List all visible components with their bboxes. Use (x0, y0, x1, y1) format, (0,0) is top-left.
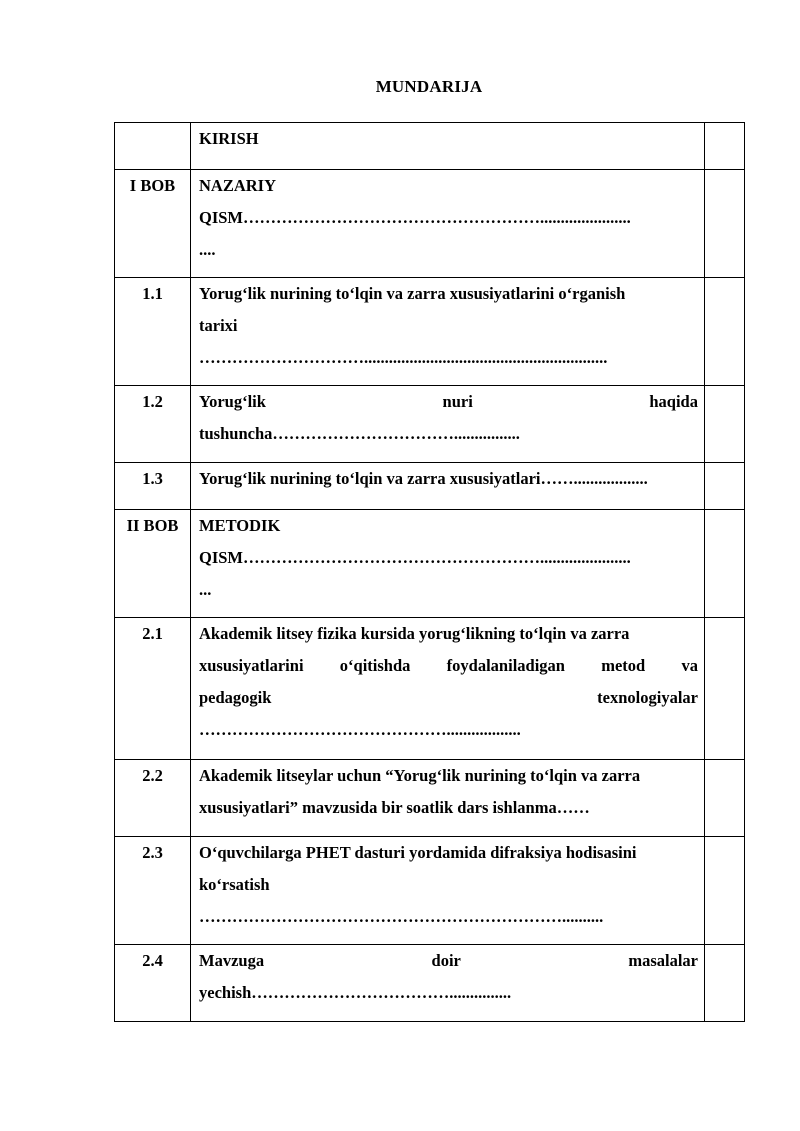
toc-section-title (191, 386, 705, 463)
page-title: MUNDARIJA (375, 77, 483, 96)
toc-section-title (191, 618, 705, 760)
toc-row (115, 386, 745, 463)
toc-section-title (191, 278, 705, 386)
toc-title-line: ………………………………………………………….......... (199, 907, 604, 926)
toc-section-title (191, 837, 705, 945)
toc-title-line: Akademik litseylar uchun “Yorug‘lik nurining to‘lqin va zarra (199, 766, 641, 785)
toc-title-line: QISM………………………………………………...................... (199, 548, 631, 567)
toc-title-line: ……………………………………….................. (199, 720, 521, 739)
toc-section-number: II BOB (115, 510, 191, 618)
toc-page-number (705, 463, 745, 510)
toc-section-number: 1.3 (115, 463, 191, 510)
toc-row (115, 945, 745, 1022)
toc-page-number (705, 386, 745, 463)
toc-row (115, 123, 745, 170)
toc-title-line: KIRISH (199, 129, 259, 148)
toc-row (115, 463, 745, 510)
toc-section-number: 2.4 (115, 945, 191, 1022)
table-of-contents (114, 122, 745, 1022)
toc-title-line: ko‘rsatish (199, 875, 270, 894)
toc-title-line: tarixi (199, 316, 238, 335)
toc-title-line: ... (199, 580, 212, 599)
toc-title-line: QISM………………………………………………...................... (199, 208, 631, 227)
toc-section-title (191, 510, 705, 618)
toc-section-title (191, 945, 705, 1022)
toc-section-number: 2.2 (115, 760, 191, 837)
toc-page-number (705, 278, 745, 386)
toc-page-number (705, 123, 745, 170)
toc-title-line: xususiyatlarini o‘qitishda foydalaniladigan metod va (199, 656, 698, 675)
toc-row (115, 170, 745, 278)
toc-row (115, 837, 745, 945)
toc-page-number (705, 510, 745, 618)
toc-section-number: 1.2 (115, 386, 191, 463)
toc-title-line: NAZARIY (199, 176, 277, 195)
toc-section-number: 2.1 (115, 618, 191, 760)
toc-title-line: Mavzuga doir masalalar (199, 951, 698, 970)
toc-title-line: pedagogik texnologiyalar (199, 688, 698, 707)
toc-section-number: 1.1 (115, 278, 191, 386)
toc-section-number: 2.3 (115, 837, 191, 945)
toc-title-line: Yorug‘lik nurining to‘lqin va zarra xususiyatlari…….................. (199, 469, 648, 488)
toc-title-line: …………………………........................................................... (199, 348, 608, 367)
toc-row (115, 760, 745, 837)
toc-section-title (191, 170, 705, 278)
toc-title-line: O‘quvchilarga PHET dasturi yordamida difraksiya hodisasini (199, 843, 637, 862)
toc-title-line: Akademik litsey fizika kursida yorug‘likning to‘lqin va zarra (199, 624, 630, 643)
toc-section-title (191, 123, 705, 170)
toc-title-line: xususiyatlari” mavzusida bir soatlik dars ishlanma…… (199, 798, 590, 817)
toc-title-line: Yorug‘lik nurining to‘lqin va zarra xususiyatlarini o‘rganish (199, 284, 626, 303)
toc-page-number (705, 837, 745, 945)
toc-page-number (705, 618, 745, 760)
toc-page-number (705, 170, 745, 278)
toc-section-number: I BOB (115, 170, 191, 278)
toc-section-title (191, 463, 705, 510)
toc-section-title (191, 760, 705, 837)
toc-page-number (705, 945, 745, 1022)
toc-page-number (705, 760, 745, 837)
toc-row (115, 278, 745, 386)
toc-title-line: yechish………………………………............... (199, 983, 512, 1002)
toc-title-line: Yorug‘lik nuri haqida (199, 392, 698, 411)
toc-title-line: tushuncha……………………………................ (199, 424, 520, 443)
toc-title-line: METODIK (199, 516, 281, 535)
toc-row (115, 618, 745, 760)
toc-title-line: .... (199, 240, 216, 259)
toc-row (115, 510, 745, 618)
toc-section-number (115, 123, 191, 170)
